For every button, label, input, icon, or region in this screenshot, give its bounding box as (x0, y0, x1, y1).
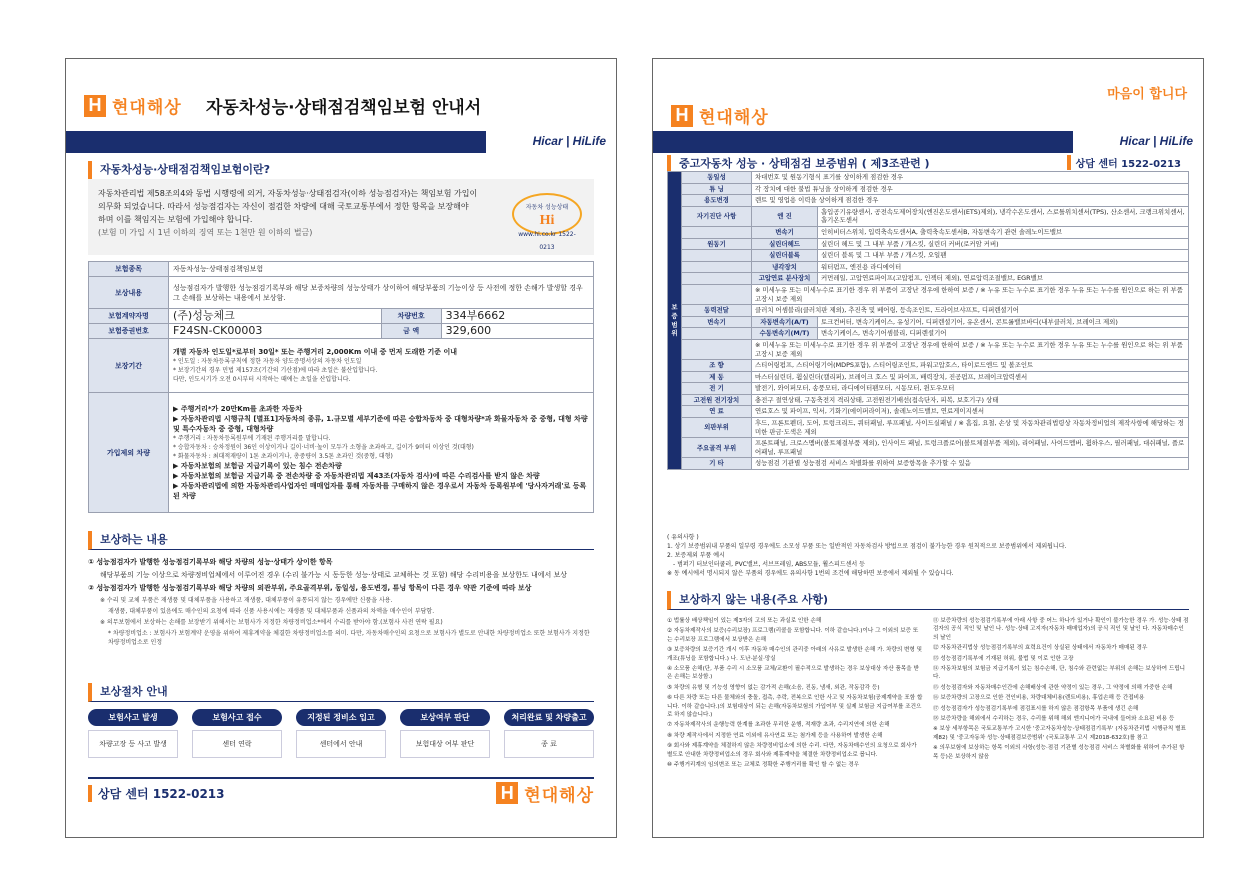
table-row (668, 458, 1189, 470)
scope-category: 제 동 (682, 371, 752, 383)
table-row (668, 383, 1189, 395)
exclusion-item: ④ 소모품 손해(단, 부품 수리 시 소모품 교체/교환이 필수적으로 발생하는 경우 보상대상 자산 품목을 받은 손해는 보상함.) (667, 666, 919, 681)
slogan: 마음이 합니다 (1107, 87, 1187, 102)
brand-band (66, 131, 616, 153)
table-row (668, 183, 1189, 195)
hi-badge-logo: 자동차 성능상태 Hi www.hi.co.kr 1522-0213 (512, 193, 582, 235)
table-row (668, 360, 1189, 372)
scope-category (682, 328, 752, 340)
table-row (668, 238, 1189, 250)
scope-category: 자기진단 사항 (682, 206, 752, 226)
page-title: 자동차성능·상태점검책임보험 안내서 (206, 98, 482, 118)
scope-desc: 마스터실린더, 휠실린더(캘리퍼), 브레이크 호스 및 파이프, 배력장치, 진공펌프, 브레이크압력센서 (752, 371, 1189, 383)
notes: ( 유의사항 ) 1. 상기 보증범위내 부품의 일부령 경우에도 소모성 부품 또는 일반적인 자동차검사 방법으로 점검이 불가능한 경우 원칙적으로 보증범위에서 제외됩니다. 2. 보증제외 부품 예시 - 범퍼기 터보인터쿨러, PVC밸브, 서브프레임, ABS모듈, 휠스피드센서 등 ※ 동 예시에서 명시되지 않은 부품의 경우에도 유의사항 1번의 조건에 해당하면 보증에서 제외될 수 있습니다. (667, 534, 1067, 577)
scope-category (682, 250, 752, 262)
vehicle-number: 334부6662 (441, 309, 593, 324)
table-row (668, 394, 1189, 406)
table-row (668, 406, 1189, 418)
table-row (668, 305, 1189, 317)
exclusion-item: ⑫ 자동차관리법상 성능점검기록부의 효력요건이 상실된 상태에서 자동차가 매매된 경우 (933, 645, 1148, 652)
exclusion-item: ① 법률상 배상책임이 있는 제3자의 고의 또는 과실로 인한 손해 (667, 618, 822, 624)
table-row: 보험증권번호 F24SN-CK00003 금 액 329,600 (89, 324, 594, 339)
table-row (668, 250, 1189, 262)
scope-category: 조 향 (682, 360, 752, 372)
exclusion-item: ⑧ 차량 제작사에서 지정한 연료 이외에 유사연료 또는 첨가제 등을 사용하여 발생한 손해 (667, 732, 883, 739)
scope-subcategory: 냉각장치 (752, 261, 818, 273)
scope-category: 전 기 (682, 383, 752, 395)
exclusion-item: ⑥ 다른 차량 또는 다른 물체와의 충돌, 접촉, 추락, 전복으로 인한 사고 및 자동차보험(공제계약을 포함 합니다. 이하 같습니다.)의 보험대상이 되는 손해(자동차보험의 가입여부 및 실제 보험금 지급여부를 조건으로 하지 않습니다.) (667, 695, 923, 719)
scope-subcategory: 수동변속기(M/T) (752, 328, 818, 340)
scope-category: 연 료 (682, 406, 752, 418)
scope-vertical-label: 보 증 범 위 (668, 172, 682, 470)
scope-desc: 발전기, 와이퍼모터, 송풍모터, 라디에이터팬모터, 시동모터, 윈도우모터 (752, 383, 1189, 395)
scope-desc: 후드, 프론트펜더, 도어, 트렁크리드, 쿼터패널, 루프패널, 사이드실패널 / ※ 흠집, 요철, 손상 및 자동차관리법령상 자동차정비업의 제작사항에 해당하는 경미한 판금·도색은 제외 (752, 418, 1189, 438)
scope-subcategory: 자동변속기(A/T) (752, 316, 818, 328)
table-row (668, 371, 1189, 383)
scope-desc: 차대번호 및 원동기형식 표기를 상이하게 점검한 경우 (752, 172, 1189, 184)
coverage-text: ① 성능점검자가 발행한 성능점검기록부와 해당 차량의 성능·상태가 상이한 항목 해당부품의 기능 이상으로 차량정비업체에서 이루어진 경우 (수리 불가능 시 동등한 성능·상태로 교체하는 것 포함) 해당 수리비용을 보상한도 내에서 보상 ② 성능점검자가 발행한 성능점검기록부와 해당 차량의 외관부위, 주요골격부위, 동일성, 용도변경, 튜닝 항목이 다른 경우 약관 기준에 따라 보상 ※ 수리 및 교체 부품은 재생품 및 대체부품을 사용하고 재생품, 대체부품이 유통되지 않는 경우에만 신품을 사용. 재생품, 대체부품이 있음에도 매수인의 요청에 따라 신품 사용시에는 재생품 및 대체부품과 신품과의 차액을 매수인이 부담함. ※ 의무보험에서 보상하는 손해를 보장받기 위해서는 보험사가 지정한 차량정비업소*에서 수리를 받아야 함.(보험사 사전 연락 필요) * 차량정비업소 : 보험사가 보험계약 운영을 위하여 제휴계약을 체결한 차량정비업소를 의미. 다만, 자동차매수인의 요청으로 보험사가 별도로 안내한 차량정비업소 또한 보험사가 지정한 차량정비업소로 인정 (88, 558, 590, 646)
table-row (668, 438, 1189, 458)
table-row (668, 273, 1189, 285)
scope-category (682, 226, 752, 238)
scope-category: 동력전달 (682, 305, 752, 317)
center-phone: 상담 센터 1522-0213 (88, 785, 225, 802)
table-row (668, 284, 1189, 304)
exclusion-item: ⑤ 차량의 유형 및 기능성 영향이 없는 감가적 손해(소음, 진동, 냄새, 외관, 작동감각 등) (667, 684, 880, 691)
scope-desc: 충전구 절연상태, 구동축전지 격리상태, 고전원전기배선(접속단자, 피복, 보호기구) 상태 (752, 394, 1189, 406)
scope-desc: 스티어링펌프, 스티어링기어(MDPS포함), 스티어링조인트, 파워고압호스, 타이로드엔드 및 볼조인트 (752, 360, 1189, 372)
exclusion-item: ⑮ 성능점검자와 자동차매수인간에 손해배상에 관한 약정이 있는 경우, 그 약정에 의해 가중한 손해 (933, 684, 1173, 691)
hyundai-logo-footer: H 현대해상 (496, 781, 594, 806)
scope-category: 고전원 전기장치 (682, 394, 752, 406)
intro-box (88, 179, 594, 255)
scope-category (682, 284, 752, 304)
hyundai-logo (84, 93, 182, 118)
scope-category: 변속기 (682, 316, 752, 328)
exclusion-item: ⑨ 회사와 제휴계약을 체결하지 않은 차량정비업소에 의한 수리. 다만, 자동차매수인의 요청으로 회사가 별도로 안내한 차량정비업소의 경우 회사와 제휴계약을 체결한 차량정비업소로 봅니다. (667, 743, 917, 758)
exclusion-item: ⑯ 보증차량의 고장으로 인한 견인비용, 차량대체비용(렌트비용), 휴업손해 등 간접비용 (933, 695, 1145, 702)
table-row (668, 226, 1189, 238)
table-row (668, 328, 1189, 340)
scope-desc: ※ 미세누유 또는 미세누수로 표기한 경우 위 부품이 고장난 경우에 한하여 보증 / ※ 누유 또는 누수로 표기한 경우 누유 또는 누수를 원인으로 하는 위 부품 고장시 보증 제외 (752, 339, 1189, 359)
table-row (668, 316, 1189, 328)
brochure-page-1 (65, 58, 617, 838)
hicar-hilife-logo: Hicar | HiLife (1119, 134, 1193, 148)
scope-desc: 렌트 및 영업용 이력을 상이하게 점검한 경우 (752, 195, 1189, 207)
scope-desc: 흡입공기유량센서, 공전속도제어장치(엔진온도센서(ETS)제외), 냉각수온도센서, 스로틀위치센서(TPS), 산소센서, 크랭크위치센서, 흡기온도센서 (818, 206, 1189, 226)
exclusions-left (667, 617, 923, 772)
hyundai-logo: H 현대해상 (671, 103, 769, 128)
h-logo-icon: H (84, 95, 106, 117)
scope-category (682, 261, 752, 273)
section-scope-title: 중고자동차 성능 · 상태점검 보증범위 ( 제3조관련 ) (667, 155, 930, 171)
h-logo-icon: H (496, 782, 518, 804)
exclusion-item: ② 자동차제작사의 보증(수리보장) 프로그램(리콜을 포함합니다. 이하 같습니다.)이나 그 이외의 보증 또는 수리보장 프로그램에서 보상받은 손해 (667, 628, 919, 643)
claim-steps (88, 709, 594, 758)
scope-category: 튜 닝 (682, 183, 752, 195)
scope-desc: 연료호스 및 파이프, 익서, 기화기(에이퍼라이저), 솔레노이드밸브, 연료게이지센서 (752, 406, 1189, 418)
scope-desc: 실린더 블록 및 그 내부 부품 / 개스킷, 오일팬 (818, 250, 1189, 262)
scope-category: 주요골격 부위 (682, 438, 752, 458)
center-phone: 상담 센터 1522-0213 (1067, 155, 1181, 170)
holder-name: (주)성능체크 (169, 309, 382, 324)
intro-text: 자동차관리법 제58조의4와 동법 시행령에 의거, 자동차성능·상태점검자(이하 성능점검자)는 책임보험 가입이 의무화 되었습니다. 따라서 성능점검자는 자신이 점검한 차량에 대해 국토교통부에서 정한 항목을 보장해야 하며 이를 책임지는 보험에 가입해야 합니다. (98, 189, 478, 224)
exclusion-item: ⑩ 주행거리계의 임의변조 또는 교체로 정확한 주행거리를 확인 할 수 없는 경우 (667, 762, 860, 769)
page1-footer (88, 777, 594, 807)
table-row (668, 261, 1189, 273)
table-row (668, 172, 1189, 184)
intro-note: (보험 미 가입 시 1년 이하의 징역 또는 1천만 원 이하의 벌금) (98, 228, 313, 237)
scope-category: 원동기 (682, 238, 752, 250)
scope-desc: 실린더 헤드 및 그 내부 부품 / 개스킷, 실린더 커버(로커암 커버) (818, 238, 1189, 250)
scope-desc: 토크컨버터, 변속기케이스, 유성기어, 디퍼렌셜기어, 유온센서, 콘트롤밸브바디(내부클러치, 브레이크 제외) (818, 316, 1189, 328)
scope-desc: 커먼레일, 고압연료파이프(고압펌프, 인젝터 제외), 연료압력조절밸브, EGR밸브 (818, 273, 1189, 285)
section-about-title: 자동차성능·상태점검책임보험이란? (88, 161, 594, 180)
exclusion-item: ⑰ 성능점검자가 성능점검기록부에 점검표시를 하지 않은 점검항목 부품에 생긴 손해 (933, 705, 1139, 712)
scope-desc: 성능점검 기관별 성능점검 서비스 차별화를 위하여 보증항목을 추가할 수 있음 (752, 458, 1189, 470)
scope-table (667, 171, 1189, 470)
exclusion-item: ⑬ 성능점검기록부에 기재된 허위, 불법 및 이로 인한 고장 (933, 655, 1074, 662)
scope-subcategory: 실린더헤드 (752, 238, 818, 250)
table-row: 보장기간 개별 자동차 인도일*로부터 30일* 또는 주행거리 2,000Km 이내 중 먼저 도래한 기준 이내 * 인도일 : 자동차등록규칙에 정한 자동차 양도증명서상의 자동차 인도일 * 보장기간의 경우 민법 제157조(기간의 기산점)에 따라 초일은 불산입합니다. 다만, 인도시기가 오전 0시부터 시작하는 때에는 초일을 산입합니다. (89, 339, 594, 393)
section-steps-title: 보상절차 안내 (88, 683, 594, 702)
policy-table (88, 261, 594, 513)
table-row: 보험종목 자동차성능·상태점검책임보험 (89, 262, 594, 277)
logo-text: 현대해상 (112, 98, 182, 118)
brand-band (653, 131, 1203, 153)
table-row: 보상내용 성능점검자가 발행한 성능점검기록부와 해당 보증차량의 성능상태가 상이하여 해당부품의 기능이상 등 사전에 정한 손해가 발생할 경우 그 손해를 보상하는 내용에서 보상함. (89, 277, 594, 309)
scope-desc: 각 장치에 대한 불법 튜닝을 상이하게 점검한 경우 (752, 183, 1189, 195)
scope-category: 용도변경 (682, 195, 752, 207)
premium-amount: 329,600 (441, 324, 593, 339)
section-excl-title: 보상하지 않는 내용(주요 사항) (667, 591, 1189, 610)
step-item: 보험사고 발생 차량고장 등 사고 발생 (88, 709, 178, 758)
scope-desc: 클러치 어셈블리(클러치판 제외), 추진축 및 베어링, 등속조인트, 드라이브샤프트, 디퍼렌셜기어 (752, 305, 1189, 317)
scope-category: 외판부위 (682, 418, 752, 438)
policy-number: F24SN-CK00003 (169, 324, 382, 339)
scope-subcategory: 고압연료 분사장치 (752, 273, 818, 285)
table-row: 가입제외 차량 ▶ 주행거리*가 20만Km를 초과한 자동차 ▶ 자동차관리법 시행규칙 [별표1]자동차의 종류, 1.규모별 세부기준에 따른 승합차동차 중 대형차량*과 화물자동차 중 중형, 대형 차량 및 특수자동차 중 중형, 대형차량 * 주행거리 : 자동차등록원부에 기재된 주행거리를 말합니다. * 승합자동차 : 승차정원이 36인 이상이거나 길이·너비·높이 모두가 소형을 초과하고, 길이가 9미터 이상인 것(대형) * 화물자동차 : 최대적재량이 1톤 초과이거나, 총중량이 3.5톤 초과인 것(중형, 대형) ▶ 자동차보험의 보험금 지급기록이 있는 침수 전손차량 ▶ 자동차보험의 보험금 지급기록 중 전손차량 중 자동차관리법 제43조(자동차 검사)에 따른 수리검사를 받지 않은 차량 ▶ 자동차관리법에 의한 자동차관리사업자인 매매업자를 통해 자동차를 구매하지 않은 경우로서 자동차 등록원부에 '당사자거래'로 등록된 차량 (89, 393, 594, 513)
exclusion-item: ※ 의무보험에 보상하는 항목 이외의 사항(성능·점검 기관별 성능점검 서비스 차별화를 위하여 추가된 항목 등)은 보상하지 않음 (933, 745, 1185, 760)
exclusion-item: ⑪ 보증차량의 성능점검기록부에 아래 사항 중 어느 하나가 있거나 확인이 불가능한 경우 가. 성능·상태 점검자의 공식 직인 및 날인 나. 성능·상태 고지자(자동차 매매업자)의 공식 직인 및 날인 다. 자동차매수인의 날인 (933, 618, 1189, 641)
exclusions (667, 617, 1189, 772)
table-row (668, 418, 1189, 438)
step-item: 보험사고 접수 센터 연락 (192, 709, 282, 758)
section-cover-title: 보상하는 내용 (88, 531, 594, 550)
table-row: 보험계약자명 (주)성능체크 차량번호 334부6662 (89, 309, 594, 324)
exclusion-item: ⑭ 자동차보험의 보험금 지급기록이 있는 침수손해, 단, 침수와 관련없는 부위의 손해는 보상하여 드립니다. (933, 666, 1186, 681)
scope-category (682, 273, 752, 285)
scope-subcategory: 변속기 (752, 226, 818, 238)
scope-category: 동일성 (682, 172, 752, 184)
step-item: 처리완료 및 차량출고 종 료 (504, 709, 594, 758)
brochure-page-2 (652, 58, 1204, 838)
hicar-hilife-logo: Hicar | HiLife (532, 134, 606, 148)
table-row (668, 206, 1189, 226)
exclusion-item: ※ 보상 세부항목은 국토교통부가 고시한 '중고자동차성능·상태점검기록부' (자동차관리법 시행규칙 별표 제82) 및 '중고자동차 성능·상태점검보증범위' (국토교통부 고시 제2018-632호)를 참고 (933, 726, 1186, 741)
exclusions-right (933, 617, 1189, 772)
h-logo-icon: H (671, 105, 693, 127)
exclusion-item: ⑦ 자동차제작사의 운행능력 한계를 초과한 무리한 운행, 적재량 초과, 수리지연에 의한 손해 (667, 722, 890, 729)
scope-desc: 워터펌프, 엔진용 라디에이터 (818, 261, 1189, 273)
scope-desc: ※ 미세누유 또는 미세누수로 표기한 경우 위 부품이 고장난 경우에 한하여 보증 / ※ 누유 또는 누수로 표기한 경우 누유 또는 누수를 원인으로 하는 위 부품 고장시 보증 제외 (752, 284, 1189, 304)
exclusion-item: ⑱ 보증차량을 해외에서 수리하는 경우, 수리를 위해 해외 엔지니어가 국내에 들어와 소요된 비용 등 (933, 716, 1175, 723)
table-row (668, 195, 1189, 207)
scope-category: 기 타 (682, 458, 752, 470)
scope-desc: 프론트패널, 크로스멤버(볼트체결부품 제외), 인사이드 패널, 트렁크플로어(볼트체결부품 제외), 리어패널, 사이드멤버, 휠하우스, 필러패널, 대쉬패널, 플로어패널, 루프패널 (752, 438, 1189, 458)
scope-desc: 인히비터스위치, 입력축속도센서A, 출력축속도센서B, 자동변속기 관련 솔레노이드밸브 (818, 226, 1189, 238)
step-item: 보상여부 판단 보험대상 여부 판단 (400, 709, 490, 758)
scope-subcategory: 엔 진 (752, 206, 818, 226)
step-item: 지정된 정비소 입고 센터에서 안내 (296, 709, 386, 758)
scope-category (682, 339, 752, 359)
exclusion-item: ③ 보증차량의 보증기간 개시 이후 자동차 매수인의 관리중 아래의 사유로 발생한 손해 가. 차량의 변형 및 개조(튜닝을 포함합니다.) 나. 도난·분실·망실 (667, 647, 923, 662)
scope-subcategory: 실린더블록 (752, 250, 818, 262)
table-row (668, 339, 1189, 359)
scope-desc: 변속기케이스, 변속기어셈블리, 디퍼렌셜기어 (818, 328, 1189, 340)
